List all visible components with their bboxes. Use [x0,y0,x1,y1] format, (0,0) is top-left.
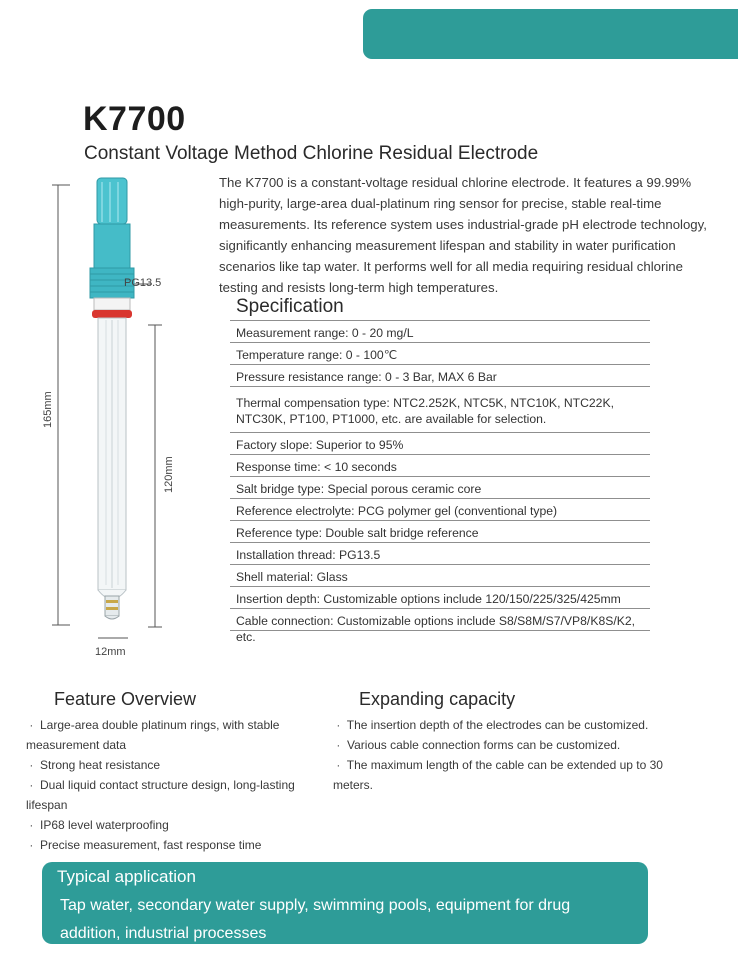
spec-row: Response time: < 10 seconds [230,455,650,477]
electrode-diagram [30,170,210,670]
sensor-tip [105,596,119,616]
electrode-illustration [30,170,210,670]
diameter-label: 12mm [95,646,126,658]
expanding-capacity-title: Expanding capacity [359,689,516,709]
spec-row: Temperature range: 0 - 100℃ [230,343,650,365]
spec-row: Salt bridge type: Special porous ceramic core [230,477,650,499]
typical-application-title: Typical application [57,867,196,886]
total-length-label: 165mm [42,391,54,428]
list-item: · IP68 level waterproofing [26,818,169,832]
list-item: · Various cable connection forms can be customized. [333,738,621,752]
specification-table [230,320,650,644]
list-item: · Strong heat resistance [26,758,161,772]
list-item: · Dual liquid contact structure design, long-lasting lifespan [26,778,295,812]
product-model: K7700 [83,100,186,138]
list-item: · The insertion depth of the electrodes can be customized. [333,718,649,732]
product-subtitle: Constant Voltage Method Chlorine Residual Electrode [84,143,539,164]
list-item: · Precise measurement, fast response time [26,838,262,852]
spec-row: Factory slope: Superior to 95% [230,433,650,455]
feature-text: IP68 level waterproofing [40,818,169,832]
expanding-text: Various cable connection forms can be customized. [347,738,621,752]
typical-application-text: Tap water, secondary water supply, swimming pools, equipment for drug addition, industrial processes [60,897,571,942]
spec-row: Pressure resistance range: 0 - 3 Bar, MAX 6 Bar [230,365,650,387]
white-washer [94,298,130,310]
feature-text: Strong heat resistance [40,758,161,772]
expanding-text: The maximum length of the cable can be extended up to 30 meters. [333,758,663,792]
feature-text: Precise measurement, fast response time [40,838,262,852]
typical-application-box [42,862,648,944]
feature-list [26,715,316,855]
thread-label: PG13.5 [124,277,162,289]
spec-row: Cable connection: Customizable options include S8/S8M/S7/VP8/K8S/K2, etc. [230,609,650,631]
expanding-list [333,715,678,795]
list-item: · Large-area double platinum rings, with stable measurement data [26,718,280,752]
spec-row: Measurement range: 0 - 20 mg/L [230,321,650,343]
feature-text: Dual liquid contact structure design, long-lasting lifespan [26,778,295,812]
spec-row: Reference type: Double salt bridge reference [230,521,650,543]
feature-overview-title: Feature Overview [54,689,197,709]
header-accent-bar [363,9,738,59]
expanding-text: The insertion depth of the electrodes can be customized. [346,718,649,732]
red-o-ring [92,310,132,318]
spec-row: Reference electrolyte: PCG polymer gel (conventional type) [230,499,650,521]
cap-body [94,224,130,268]
spec-row: Installation thread: PG13.5 [230,543,650,565]
spec-row: Shell material: Glass [230,565,650,587]
list-item: · The maximum length of the cable can be extended up to 30 meters. [333,758,663,792]
insertion-length-label: 120mm [163,456,175,493]
product-description: The K7700 is a constant-voltage residual chlorine electrode. It features a 99.99% high-purity, large-area dual-platinum ring sensor for precise, stable real-time measurements. Its reference system uses industrial-grade pH electrode technology, significantly enhancing measurement lifespan and stability in water purification scenarios like tap water. It performs well for all media requiring residual chlorine testing and resists long-term high temperatures. [219,175,707,295]
spec-row: Thermal compensation type: NTC2.252K, NTC5K, NTC10K, NTC22K, NTC30K, PT100, PT1000, etc. are available for selection. [230,387,650,433]
feature-text: Large-area double platinum rings, with stable measurement data [26,718,280,752]
specification-title: Specification [236,296,344,317]
spec-row: Insertion depth: Customizable options include 120/150/225/325/425mm [230,587,650,609]
